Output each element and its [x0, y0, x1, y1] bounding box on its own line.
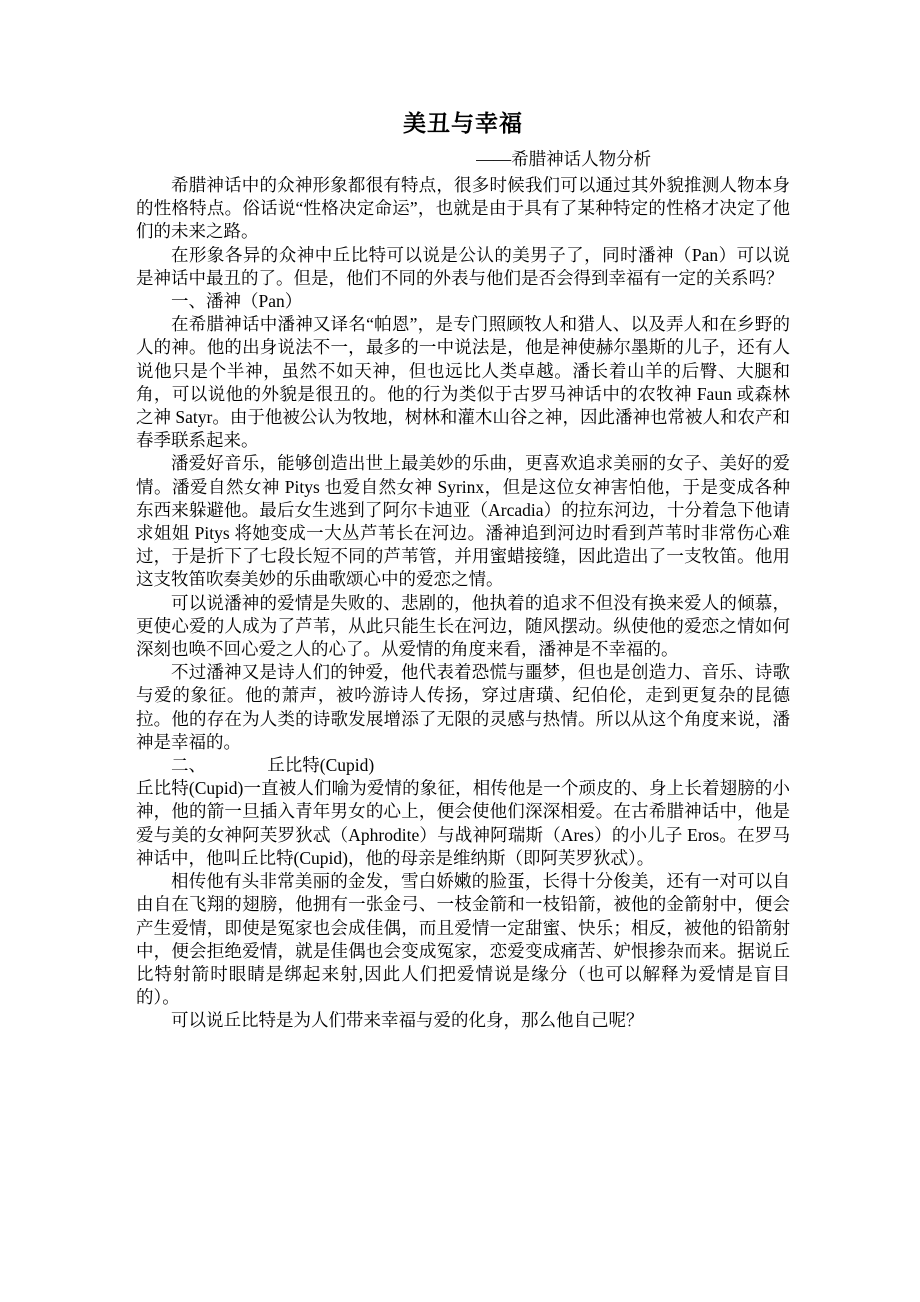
paragraph-pan-poets: 不过潘神又是诗人们的钟爱，他代表着恐慌与噩梦，但也是创造力、音乐、诗歌与爱的象征。他的萧声，被吟游诗人传扬，穿过唐璜、纪伯伦，走到更复杂的昆德拉。他的存在为人类的诗歌发展增添了无限的灵感与热情。所以从这个角度来说，潘神是幸福的。: [136, 662, 790, 752]
paragraph-cupid-question: 可以说丘比特是为人们带来幸福与爱的化身，那么他自己呢？: [171, 1010, 644, 1031]
paragraph-cupid-arrows: 相传他有头非常美丽的金发，雪白娇嫩的脸蛋，长得十分俊美，还有一对可以自由自在飞翔的翅膀，他拥有一张金弓、一枝金箭和一枝铅箭，被他的金箭射中，便会产生爱情，即使是冤家也会成佳偶，而且爱情一定甜蜜、快乐；相反，被他的铅箭射中，便会拒绝爱情，就是佳偶也会变成冤家，恋爱变成痛苦、妒恨掺杂而来。据说丘比特射箭时眼睛是绑起来射,因此人们把爱情说是缘分（也可以解释为爱情是盲目的）。: [136, 871, 790, 1008]
paragraph-pan-music: 潘爱好音乐，能够创造出世上最美妙的乐曲，更喜欢追求美丽的女子、美好的爱情。潘爱自然女神 Pitys 也爱自然女神 Syrinx，但是这位女神害怕他，于是变成各种东西来躲避他。最后女生逃到了阿尔卡迪亚（Arcadia）的拉东河边，十分着急下他请求姐姐 Pitys 将她变成一大丛芦苇长在河边。潘神追到河边时看到芦苇时非常伤心难过，于是折下了七段长短不同的芦苇管，并用蜜蜡接缝，因此造出了一支牧笛。他用这支牧笛吹奏美妙的乐曲歌颂心中的爱恋之情。: [136, 453, 790, 590]
subtitle: ——希腊神话人物分析: [476, 149, 652, 169]
page-title: 美丑与幸福: [403, 111, 523, 136]
section-heading-pan: 一、潘神（Pan）: [171, 291, 303, 312]
paragraph-cupid-origin: 丘比特(Cupid)一直被人们喻为爱情的象征，相传他是一个顽皮的、身上长着翅膀的小神，他的箭一旦插入青年男女的心上，便会使他们深深相爱。在古希腊神话中，他是爱与美的女神阿芙罗狄忒（Aphrodite）与战神阿瑞斯（Ares）的小儿子 Eros。在罗马神话中，他叫丘比特(Cupid)，他的母亲是维纳斯（即阿芙罗狄忒）。: [136, 778, 790, 868]
paragraph-intro: 希腊神话中的众神形象都很有特点，很多时候我们可以通过其外貌推测人物本身的性格特点。俗话说“性格决定命运”，也就是由于具有了某种特定的性格才决定了他们的未来之路。: [136, 175, 790, 242]
paragraph-question: 在形象各异的众神中丘比特可以说是公认的美男子了，同时潘神（Pan）可以说是神话中最丑的了。但是，他们不同的外表与他们是否会得到幸福有一定的关系吗？: [136, 244, 790, 288]
paragraph-pan-love: 可以说潘神的爱情是失败的、悲剧的，他执着的追求不但没有换来爱人的倾慕，更使心爱的人成为了芦苇，从此只能生长在河边，随风摆动。纵使他的爱恋之情如何深刻也唤不回心爱之人的心了。从爱情的角度来看，潘神是不幸福的。: [136, 592, 790, 660]
paragraph-pan-origin: 在希腊神话中潘神又译名“帕恩”，是专门照顾牧人和猎人、以及弄人和在乡野的人的神。他的出身说法不一，最多的一中说法是，他是神使赫尔墨斯的儿子，还有人说他只是个半神，虽然不如天神，但也远比人类卓越。潘长着山羊的后臀、大腿和角，可以说他的外貌是很丑的。他的行为类似于古罗马神话中的农牧神 Faun 或森林之神 Satyr。由于他被公认为牧地，树林和灌木山谷之神，因此潘神也常被人和农产和春季联系起来。: [136, 314, 790, 451]
section-heading-cupid: 二、 丘比特(Cupid): [171, 755, 375, 776]
